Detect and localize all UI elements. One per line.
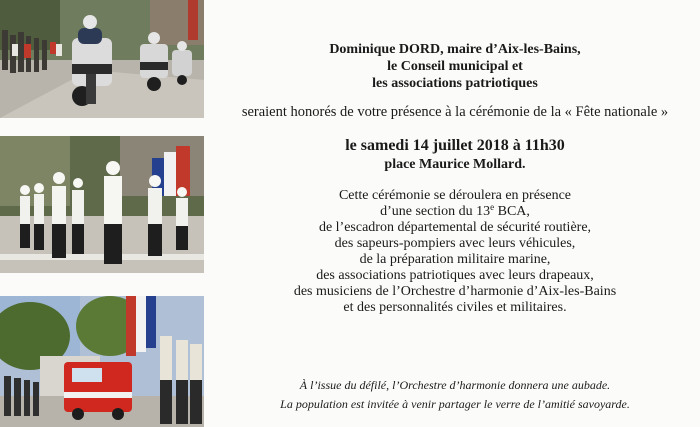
ceremony-line: des associations patriotiques avec leurs drapeaux, xyxy=(316,268,594,283)
ceremony-line: de l’escadron départemental de sécurité routière, xyxy=(318,220,592,235)
ceremony-line: et des personnalités civiles et militaires. xyxy=(343,300,567,315)
host-line: Dominique DORD, maire d’Aix-les-Bains, xyxy=(329,42,581,57)
invite-line: seraient honorés de votre présence à la cérémonie de la « Fête nationale » xyxy=(241,104,669,120)
closing-line: À l’issue du défilé, l’Orchestre d’harmonie donnera une aubade. xyxy=(299,378,611,392)
event-place: place Maurice Mollard. xyxy=(384,157,526,172)
host-line: le Conseil municipal et xyxy=(387,59,523,74)
invitation-text xyxy=(210,0,700,427)
motorcycle-escort-photo xyxy=(0,0,204,118)
ceremony-line: d’une section du 13e BCA, xyxy=(380,202,530,219)
marching-sailors-photo xyxy=(0,136,204,273)
ceremony-line: des sapeurs-pompiers avec leurs véhicules, xyxy=(334,236,576,251)
ceremony-line: des musiciens de l’Orchestre d’harmonie d’Aix-les-Bains xyxy=(293,284,617,299)
closing-line: La population est invitée à venir partager le verre de l’amitié savoyarde. xyxy=(280,397,630,411)
photo-column xyxy=(0,0,204,427)
host-line: les associations patriotiques xyxy=(372,76,538,91)
ceremony-line: Cette cérémonie se déroulera en présence xyxy=(338,188,572,203)
ceremony-line: de la préparation militaire marine, xyxy=(359,252,551,267)
event-date: le samedi 14 juillet 2018 à 11h30 xyxy=(345,137,565,154)
fire-truck-parade-photo xyxy=(0,296,204,427)
